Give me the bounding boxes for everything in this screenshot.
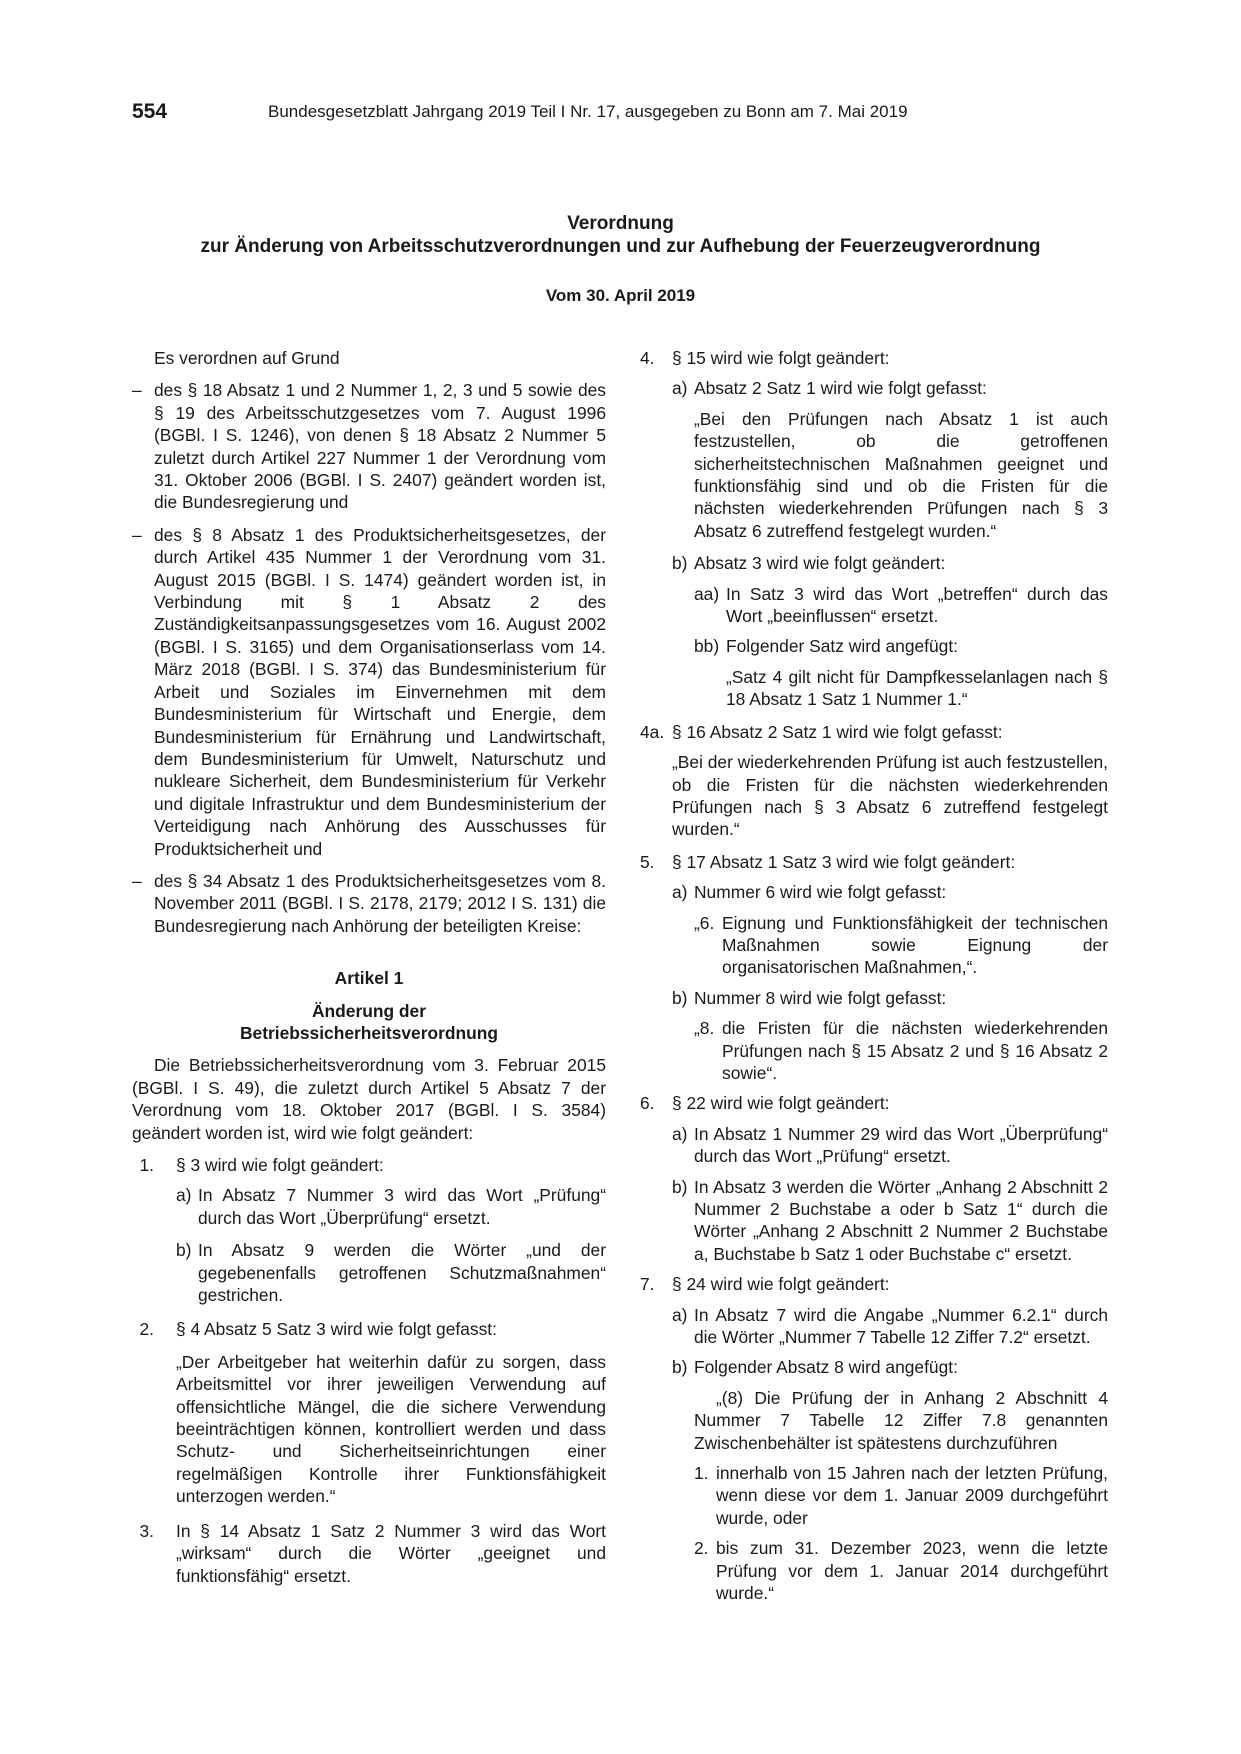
- item-text: In § 14 Absatz 1 Satz 2 Nummer 3 wird das Wort „wirksam“ durch die Wörter „geeignet und funktionsfähig“ ersetzt.: [176, 1520, 606, 1586]
- sub-text: Folgender Absatz 8 wird angefügt:: [694, 1357, 958, 1378]
- sub-text: Nummer 6 wird wie folgt gefasst:: [694, 882, 947, 903]
- quote-item: [694, 1537, 1108, 1604]
- numbered-item: [132, 1520, 606, 1587]
- item-text: § 15 wird wie folgt geändert:: [672, 348, 890, 368]
- quote-item: [694, 912, 1108, 979]
- dash-marker: –: [132, 524, 142, 545]
- sub-item: [672, 1304, 1108, 1349]
- subsub-item: [694, 635, 1108, 657]
- sub-item: [672, 377, 1108, 399]
- sub-marker: b): [672, 1357, 688, 1378]
- sub-text: Absatz 2 Satz 1 wird wie folgt gefasst:: [694, 378, 987, 399]
- dash-marker: –: [132, 380, 142, 401]
- sub-marker: a): [672, 882, 688, 903]
- article-title-line-1: Änderung der: [311, 1000, 426, 1021]
- numbered-item: [640, 1273, 1108, 1295]
- item-text: § 4 Absatz 5 Satz 3 wird wie folgt gefasst:: [176, 1319, 497, 1340]
- running-head: Bundesgesetzblatt Jahrgang 2019 Teil I Nr. 17, ausgegeben zu Bonn am 7. Mai 2019: [268, 102, 908, 121]
- numbered-item: [132, 1318, 606, 1340]
- quote-text: die Fristen für die nächsten wiederkehrenden Prüfungen nach § 15 Absatz 2 und § 16 Absatz 2 sowie“.: [722, 1018, 1108, 1083]
- subsub-item: [694, 583, 1108, 628]
- dash-item: [132, 524, 606, 860]
- quote-marker: 1.: [694, 1463, 709, 1484]
- sub-marker: a): [672, 378, 688, 399]
- sub-text: In Absatz 9 werden die Wörter „und der gegebenenfalls getroffenen Schutzmaßnahmen“ gestrichen.: [198, 1240, 606, 1306]
- sub-marker: b): [672, 987, 688, 1008]
- quote-item: [694, 1017, 1108, 1084]
- page-number: 554: [132, 100, 168, 123]
- quote-marker: „6.: [694, 912, 715, 933]
- quote-text: „(8) Die Prüfung der in Anhang 2 Abschnitt 4 Nummer 7 Tabelle 12 Ziffer 7.8 genannten Zwischenbehälter ist spätestens durchzuführen: [694, 1387, 1108, 1453]
- item-marker: 4a.: [640, 721, 665, 742]
- item-marker: 1.: [139, 1155, 154, 1175]
- sub-item: [672, 552, 1108, 574]
- item-marker: 6.: [640, 1093, 655, 1114]
- subsub-marker: aa): [694, 583, 720, 604]
- subsub-text: In Satz 3 wird das Wort „betreffen“ durch das Wort „beeinflussen“ ersetzt.: [726, 583, 1108, 627]
- sub-item: [176, 1239, 606, 1306]
- sub-marker: a): [176, 1185, 192, 1206]
- item-text: § 3 wird wie folgt geändert:: [176, 1155, 384, 1175]
- sub-text: In Absatz 7 Nummer 3 wird das Wort „Prüfung“ durch das Wort „Überprüfung“ ersetzt.: [198, 1185, 606, 1228]
- subsub-marker: bb): [694, 636, 720, 657]
- right-column: [640, 347, 1108, 1605]
- item-marker: 7.: [640, 1274, 655, 1295]
- dash-text: des § 18 Absatz 1 und 2 Nummer 1, 2, 3 und 5 sowie des § 19 des Arbeitsschutzgesetzes vom 7. August 1996 (BGBl. I S. 1246), von denen § 18 Absatz 2 Nummer 5 zuletzt durch Artikel 227 Nummer 1 der Verordnung vom 31. Oktober 2006 (BGBl. I S. 2407) geändert worden ist, die Bundesregierung und: [154, 380, 606, 513]
- sub-item: [672, 1123, 1108, 1168]
- dash-text: des § 34 Absatz 1 des Produktsicherheitsgesetzes vom 8. November 2011 (BGBl. I S. 2178, 2179; 2012 I S. 131) die Bundesregierung nach Anhörung der beteiligten Kreise:: [154, 870, 606, 936]
- sub-item: [672, 1176, 1108, 1266]
- sub-text: In Absatz 7 wird die Angabe „Nummer 6.2.1“ durch die Wörter „Nummer 7 Tabelle 12 Ziffer 7.2“ ersetzt.: [694, 1304, 1108, 1348]
- quote-marker: 2.: [694, 1538, 709, 1559]
- item-text: § 17 Absatz 1 Satz 3 wird wie folgt geändert:: [672, 851, 1016, 872]
- sub-item: [672, 1356, 1108, 1378]
- item-marker: 4.: [640, 348, 655, 368]
- subsub-text: Folgender Satz wird angefügt:: [726, 636, 959, 657]
- quote-text: Eignung und Funktionsfähigkeit der technischen Maßnahmen sowie Eignung der organisatorischen Maßnahmen,“.: [722, 912, 1108, 978]
- dash-item: [132, 870, 606, 937]
- quote-text: „Der Arbeitgeber hat weiterhin dafür zu sorgen, dass Arbeitsmittel vor ihrer jeweiligen Verwendung auf offensichtliche Mängel, die die sichere Verwendung beeinträchtigen können, kontrolliert werden und dass Schutz- und Sicherheitseinrichtungen einer regelmäßigen Kontrolle ihrer Funktionsfähigkeit unterzogen werden.“: [176, 1351, 606, 1507]
- item-marker: 5.: [640, 851, 655, 872]
- sub-item: [672, 881, 1108, 903]
- item-marker: 3.: [139, 1520, 154, 1541]
- numbered-item: [640, 1092, 1108, 1114]
- intro: Es verordnen auf Grund: [154, 348, 340, 368]
- sub-text: Nummer 8 wird wie folgt gefasst:: [694, 987, 947, 1008]
- dash-marker: –: [132, 870, 142, 891]
- left-column: [132, 347, 606, 1587]
- item-text: § 22 wird wie folgt geändert:: [672, 1093, 890, 1114]
- sub-item: [176, 1184, 606, 1229]
- quote-text: „Satz 4 gilt nicht für Dampfkesselanlagen nach § 18 Absatz 1 Satz 1 Nummer 1.“: [726, 666, 1108, 710]
- sub-marker: a): [672, 1304, 688, 1325]
- quote-text: bis zum 31. Dezember 2023, wenn die letzte Prüfung vor dem 1. Januar 2014 durchgeführt wurde.“: [716, 1538, 1108, 1604]
- sub-text: In Absatz 3 werden die Wörter „Anhang 2 Abschnitt 2 Nummer 2 Buchstabe a oder b Satz 1“ durch die Wörter „Anhang 2 Abschnitt 2 Nummer 2 Buchstabe a, Buchstabe b Satz 1 oder Buchstabe c“ ersetzt.: [694, 1176, 1108, 1264]
- quote-text: innerhalb von 15 Jahren nach der letzten Prüfung, wenn diese vor dem 1. Januar 2009 durchgeführt wurde, oder: [716, 1463, 1108, 1528]
- item-marker: 2.: [139, 1319, 154, 1340]
- sub-marker: a): [672, 1123, 688, 1144]
- sub-marker: b): [672, 1176, 688, 1197]
- numbered-item: [640, 347, 1108, 369]
- dash-text: des § 8 Absatz 1 des Produktsicherheitsgesetzes, der durch Artikel 435 Nummer 1 der Verordnung vom 31. August 2015 (BGBl. I S. 1474) geändert worden ist, in Verbindung mit § 1 Absatz 2 des Zuständigkeitsanpassungsgesetzes vom 16. August 2002 (BGBl. I S. 3165) und dem Organisationserlass vom 14. März 2018 (BGBl. I S. 374) das Bundesministerium für Arbeit und Soziales im Einvernehmen mit dem Bundesministerium für Wirtschaft und Energie, dem Bundesministerium für Ernährung und Landwirtschaft, dem Bundesministerium für Umwelt, Naturschutz und nukleare Sicherheit, dem Bundesministerium für Verkehr und digitale Infrastruktur und dem Bundesministerium der Verteidigung nach Anhörung des Ausschusses für Produktsicherheit und: [154, 524, 606, 859]
- quote-marker: „8.: [694, 1018, 715, 1039]
- article-title-line-2: Betriebssicherheitsverordnung: [239, 1022, 499, 1043]
- dash-item: [132, 379, 606, 513]
- sub-marker: b): [176, 1240, 192, 1261]
- quote-text: „Bei der wiederkehrenden Prüfung ist auch festzustellen, ob die Fristen für die nächsten wiederkehrenden Prüfungen nach § 3 Absatz 6 zutreffend festgelegt wurden.“: [672, 752, 1108, 840]
- sub-item: [672, 987, 1108, 1009]
- numbered-item: [640, 851, 1108, 873]
- article-label: Artikel 1: [334, 968, 404, 989]
- item-text: § 24 wird wie folgt geändert:: [672, 1274, 890, 1295]
- numbered-item: [640, 721, 1108, 743]
- sub-text: Absatz 3 wird wie folgt geändert:: [694, 553, 946, 574]
- title-line-1: Verordnung: [567, 213, 674, 234]
- article-intro: Die Betriebssicherheitsverordnung vom 3. Februar 2015 (BGBl. I S. 49), die zuletzt durch Artikel 5 Absatz 7 der Verordnung vom 18. Oktober 2017 (BGBl. I S. 3584) geändert worden ist, wird wie folgt geändert:: [132, 1055, 606, 1143]
- title-date: Vom 30. April 2019: [545, 286, 696, 305]
- quote-item: [694, 1462, 1108, 1529]
- item-text: § 16 Absatz 2 Satz 1 wird wie folgt gefasst:: [672, 721, 1003, 742]
- numbered-item: [132, 1154, 606, 1176]
- title-line-2: zur Änderung von Arbeitsschutzverordnungen und zur Aufhebung der Feuerzeugverordnung: [200, 236, 1041, 257]
- sub-marker: b): [672, 553, 688, 574]
- quote-text: „Bei den Prüfungen nach Absatz 1 ist auch festzustellen, ob die getroffenen sicherheitstechnischen Maßnahmen geeignet und funktionsfähig sind und ob die Fristen für die nächsten wiederkehrenden Prüfungen nach § 3 Absatz 6 zutreffend festgelegt wurden.“: [694, 408, 1108, 541]
- sub-text: In Absatz 1 Nummer 29 wird das Wort „Überprüfung“ durch das Wort „Prüfung“ ersetzt.: [694, 1123, 1108, 1167]
